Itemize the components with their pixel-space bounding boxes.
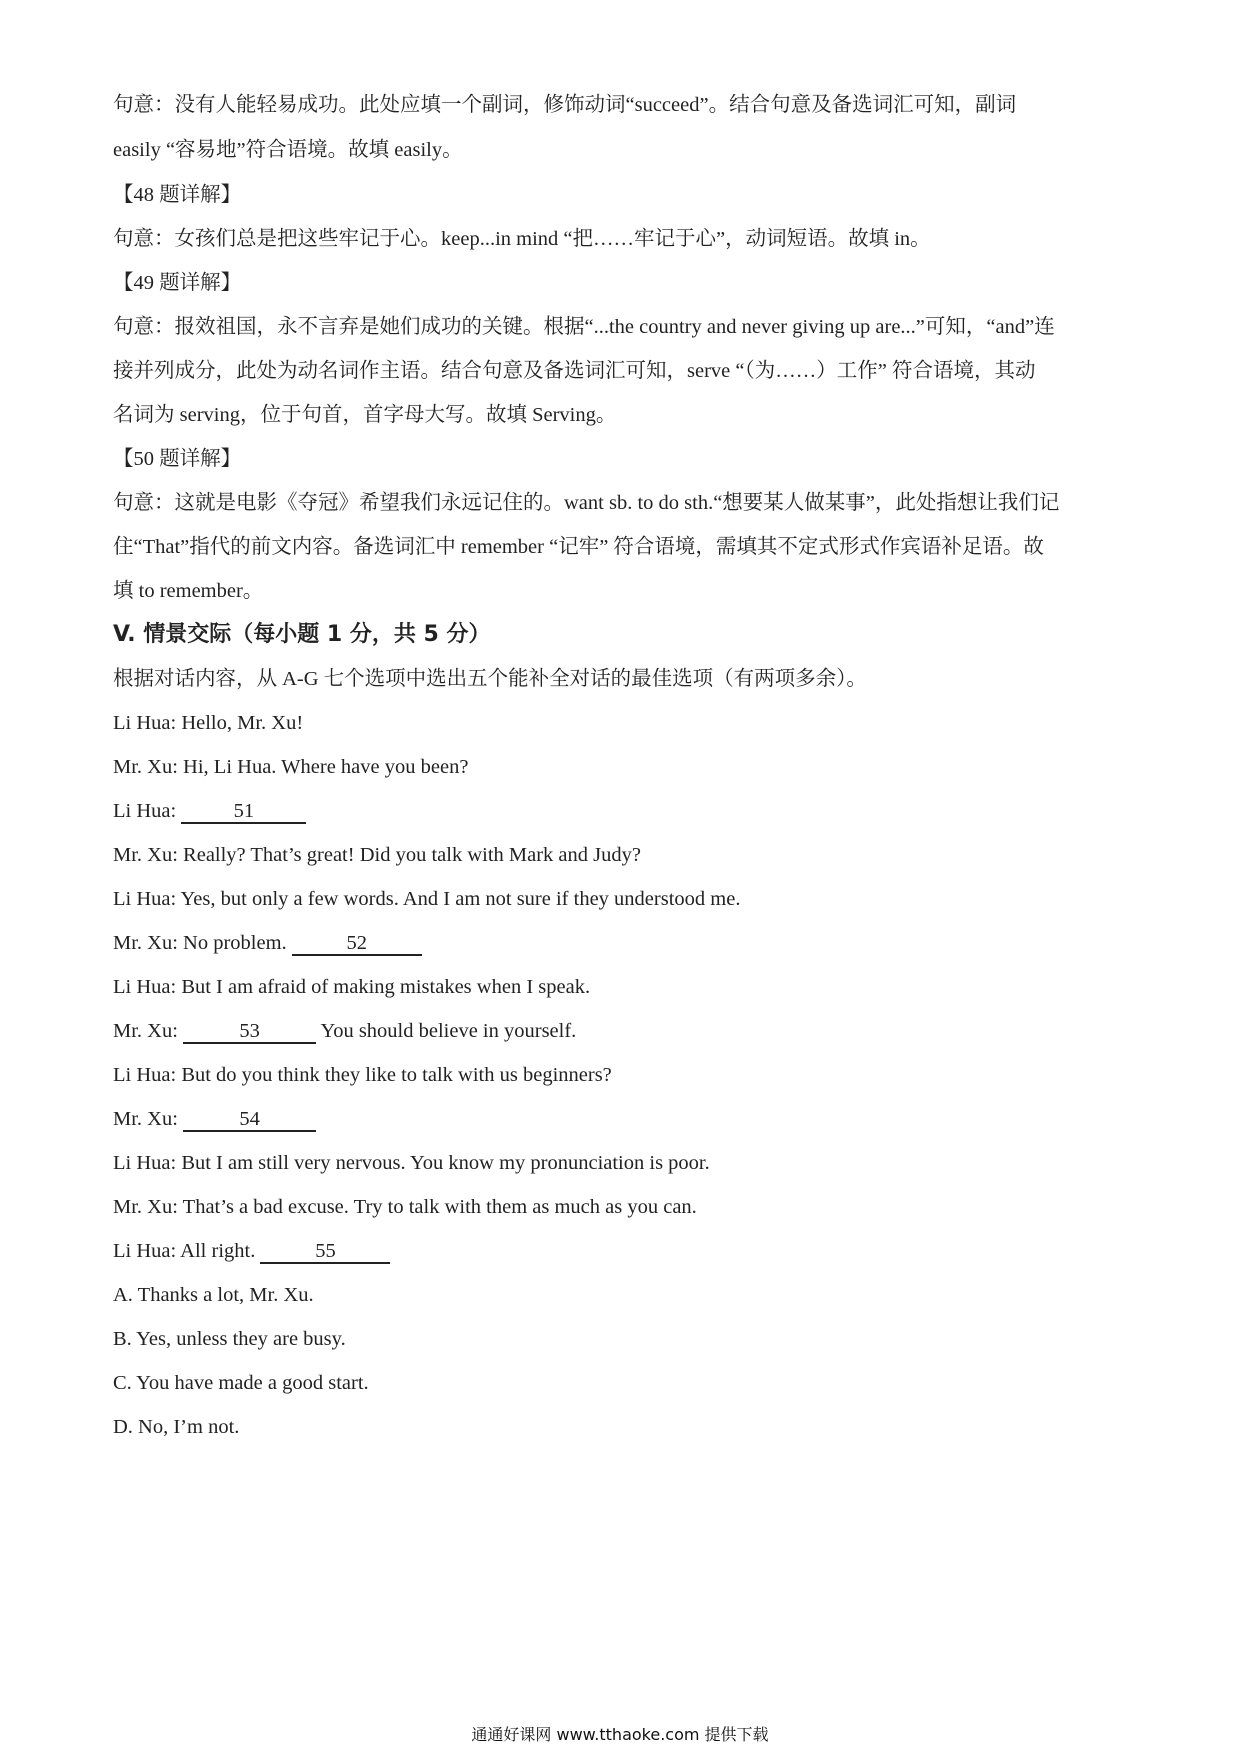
q47-explanation-line2: easily “容易地”符合语境。故填 easily。: [113, 139, 463, 161]
speaker-label: Mr. Xu:: [113, 1020, 178, 1042]
dialogue-line-9: Li Hua: But do you think they like to talk with us beginners?: [113, 1064, 612, 1086]
q50-explanation-line2: 住“That”指代的前文内容。备选词汇中 remember “记牢” 符合语境，需填其不定式形式作宾语补足语。故: [113, 536, 1044, 558]
dialogue-line-11: Li Hua: But I am still very nervous. You know my pronunciation is poor.: [113, 1152, 710, 1174]
dialogue-line-3: [113, 796, 1133, 826]
q49-explanation-line2: 接并列成分，此处为动名词作主语。结合句意及备选词汇可知，serve “（为……）工作” 符合语境，其动: [113, 360, 1036, 382]
answer-blank-52: 52: [292, 932, 422, 956]
answer-blank-55: 55: [260, 1240, 390, 1264]
dialogue-line-12: Mr. Xu: That’s a bad excuse. Try to talk with them as much as you can.: [113, 1196, 697, 1218]
option-d: D. No, I’m not.: [113, 1416, 240, 1438]
option-a: A. Thanks a lot, Mr. Xu.: [113, 1284, 314, 1306]
q49-header: 【49 题详解】: [113, 272, 242, 294]
q48-header: 【48 题详解】: [113, 184, 242, 206]
dialogue-line-2: Mr. Xu: Hi, Li Hua. Where have you been?: [113, 756, 469, 778]
speaker-label: Li Hua:: [113, 800, 177, 822]
q50-explanation-line3: 填 to remember。: [113, 580, 264, 602]
section-instruction: 根据对话内容，从 A-G 七个选项中选出五个能补全对话的最佳选项（有两项多余）。: [113, 668, 867, 690]
speaker-label: Li Hua: All right.: [113, 1240, 256, 1262]
answer-blank-53: 53: [183, 1020, 316, 1044]
dialogue-line-6: [113, 928, 1133, 958]
q49-explanation-line1: 句意：报效祖国，永不言弃是她们成功的关键。根据“...the country and never giving up are...”可知，“and”连: [113, 316, 1055, 338]
speaker-label: Mr. Xu:: [113, 1108, 178, 1130]
answer-blank-51: 51: [181, 800, 306, 824]
dialogue-line-1: Li Hua: Hello, Mr. Xu!: [113, 712, 304, 734]
option-b: B. Yes, unless they are busy.: [113, 1328, 346, 1350]
dialogue-line-5: Li Hua: Yes, but only a few words. And I am not sure if they understood me.: [113, 888, 741, 910]
dialogue-line-7: Li Hua: But I am afraid of making mistakes when I speak.: [113, 976, 591, 998]
answer-blank-54: 54: [183, 1108, 316, 1132]
q50-header: 【50 题详解】: [113, 448, 242, 470]
q47-explanation-line1: 句意：没有人能轻易成功。此处应填一个副词，修饰动词“succeed”。结合句意及备选词汇可知，副词: [113, 94, 1017, 116]
section-title: V. 情景交际（每小题 1 分，共 5 分）: [113, 622, 491, 647]
q48-explanation-line1: 句意：女孩们总是把这些牢记于心。keep...in mind “把……牢记于心”，动词短语。故填 in。: [113, 228, 931, 250]
option-c: C. You have made a good start.: [113, 1372, 369, 1394]
dialogue-line-4: Mr. Xu: Really? That’s great! Did you talk with Mark and Judy?: [113, 844, 641, 866]
dialogue-line-8: [113, 1016, 1133, 1046]
speaker-label: Mr. Xu: No problem.: [113, 932, 287, 954]
dialogue-text: You should believe in yourself.: [320, 1020, 577, 1042]
dialogue-line-13: [113, 1236, 1133, 1266]
dialogue-line-10: [113, 1104, 1133, 1134]
q50-explanation-line1: 句意：这就是电影《夺冠》希望我们永远记住的。want sb. to do sth.“想要某人做某事”，此处指想让我们记: [113, 492, 1060, 514]
q49-explanation-line3: 名词为 serving，位于句首，首字母大写。故填 Serving。: [113, 404, 617, 426]
page-footer: 通通好课网 www.tthaoke.com 提供下载: [471, 1725, 769, 1744]
